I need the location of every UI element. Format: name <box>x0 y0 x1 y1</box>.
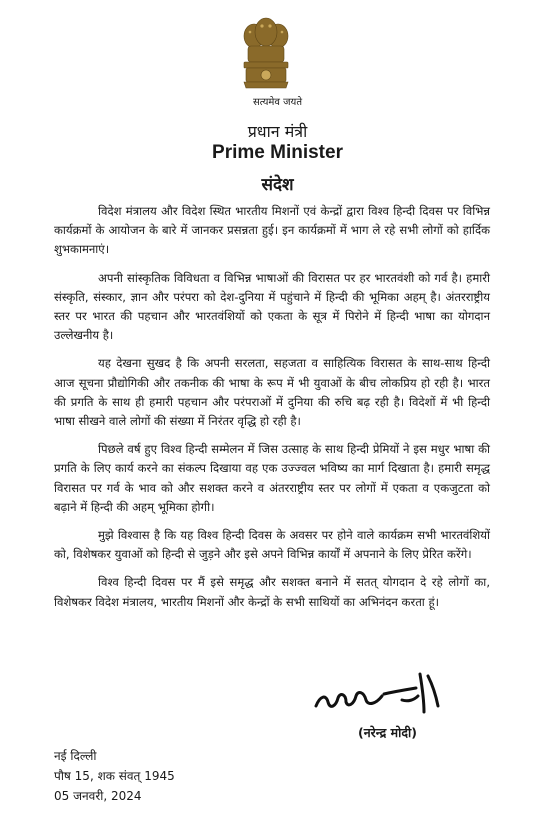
date-saka: पौष 15, शक संवत् 1945 <box>54 769 175 783</box>
letter-heading: संदेश <box>261 175 294 195</box>
office-title-english: Prime Minister <box>212 142 343 163</box>
letter-paragraph: अपनी सांस्कृतिक विविधता व विभिन्न भाषाओं की विरासत पर हर भारतवंशी को गर्व है। हमारी संस्कृति, संस्कार, ज्ञान और परंपरा को देश-दुनिया में पहुंचाने में हिन्दी की भूमिका अहम् है। अंतरराष्ट्रीय स्तर पर भारत की पहचान और भारतवंशियों को एकता के सूत्र में पिरोने में हिन्दी भाषा का योगदान उल्लेखनीय है। <box>54 270 490 343</box>
letter-footer <box>54 746 175 806</box>
emblem-motto: सत्यमेव जयते <box>252 97 303 108</box>
letter-paragraph: यह देखना सुखद है कि अपनी सरलता, सहजता व साहित्यिक विरासत के साथ-साथ हिन्दी आज सूचना प्रौद्योगिकी और तकनीक की भाषा के रूप में भी युवाओं के बीच लोकप्रिय हो रही है। भारत की प्रगति के साथ ही हमारी पहचान और परंपराओं में दुनिया की रुचि बढ़ रही है। विदेशों में भी हिन्दी भाषा सीखने वाले लोगों की संख्या में निरंतर वृद्धि हो रही है। <box>54 356 490 429</box>
signatory-name: (नरेन्द्र मोदी) <box>358 725 417 740</box>
national-emblem-icon <box>238 14 294 92</box>
place: नई दिल्ली <box>54 749 97 763</box>
letter-paragraph: विदेश मंत्रालय और विदेश स्थित भारतीय मिशनों एवं केन्द्रों द्वारा विश्व हिन्दी दिवस पर विभिन्न कार्यक्रमों के आयोजन के बारे में जानकर प्रसन्नता हुई। इन कार्यक्रमों में भाग ले रहे सभी लोगों को हार्दिक शुभकामनाएं। <box>54 204 490 257</box>
handwritten-signature <box>312 666 452 716</box>
date-gregorian: 05 जनवरी, 2024 <box>54 789 142 803</box>
letter-paragraph: विश्व हिन्दी दिवस पर मैं इसे समृद्ध और सशक्त बनाने में सतत् योगदान दे रहे लोगों का, विशेषकर विदेश मंत्रालय, भारतीय मिशनों और केन्द्रों के सभी साथियों का अभिनंदन करता हूं। <box>54 575 490 609</box>
letter-paragraph: पिछले वर्ष हुए विश्व हिन्दी सम्मेलन में जिस उत्साह के साथ हिन्दी प्रेमियों ने इस मधुर भाषा की प्रगति के लिए कार्य करने का संकल्प दिखाया वह एक उज्ज्वल भविष्य का मार्ग दिखाता है। हमारी समृद्ध विरासत पर गर्व के भाव को और सशक्त करने व अंतरराष्ट्रीय स्तर पर लोगों में एकता व एकजुटता को बढ़ाने में हिन्दी की अहम् भूमिका होगी। <box>54 442 490 514</box>
letter-paragraph: मुझे विश्वास है कि यह विश्व हिन्दी दिवस के अवसर पर होने वाले कार्यक्रम सभी भारतवंशियों को, विशेषकर युवाओं को हिन्दी से जुड़ने और इसे अपने विभिन्न कार्यों में अपनाने के लिए प्रेरित करेंगे। <box>54 528 490 562</box>
letter-body <box>54 202 490 621</box>
office-title-hindi: प्रधान मंत्री <box>247 122 308 141</box>
